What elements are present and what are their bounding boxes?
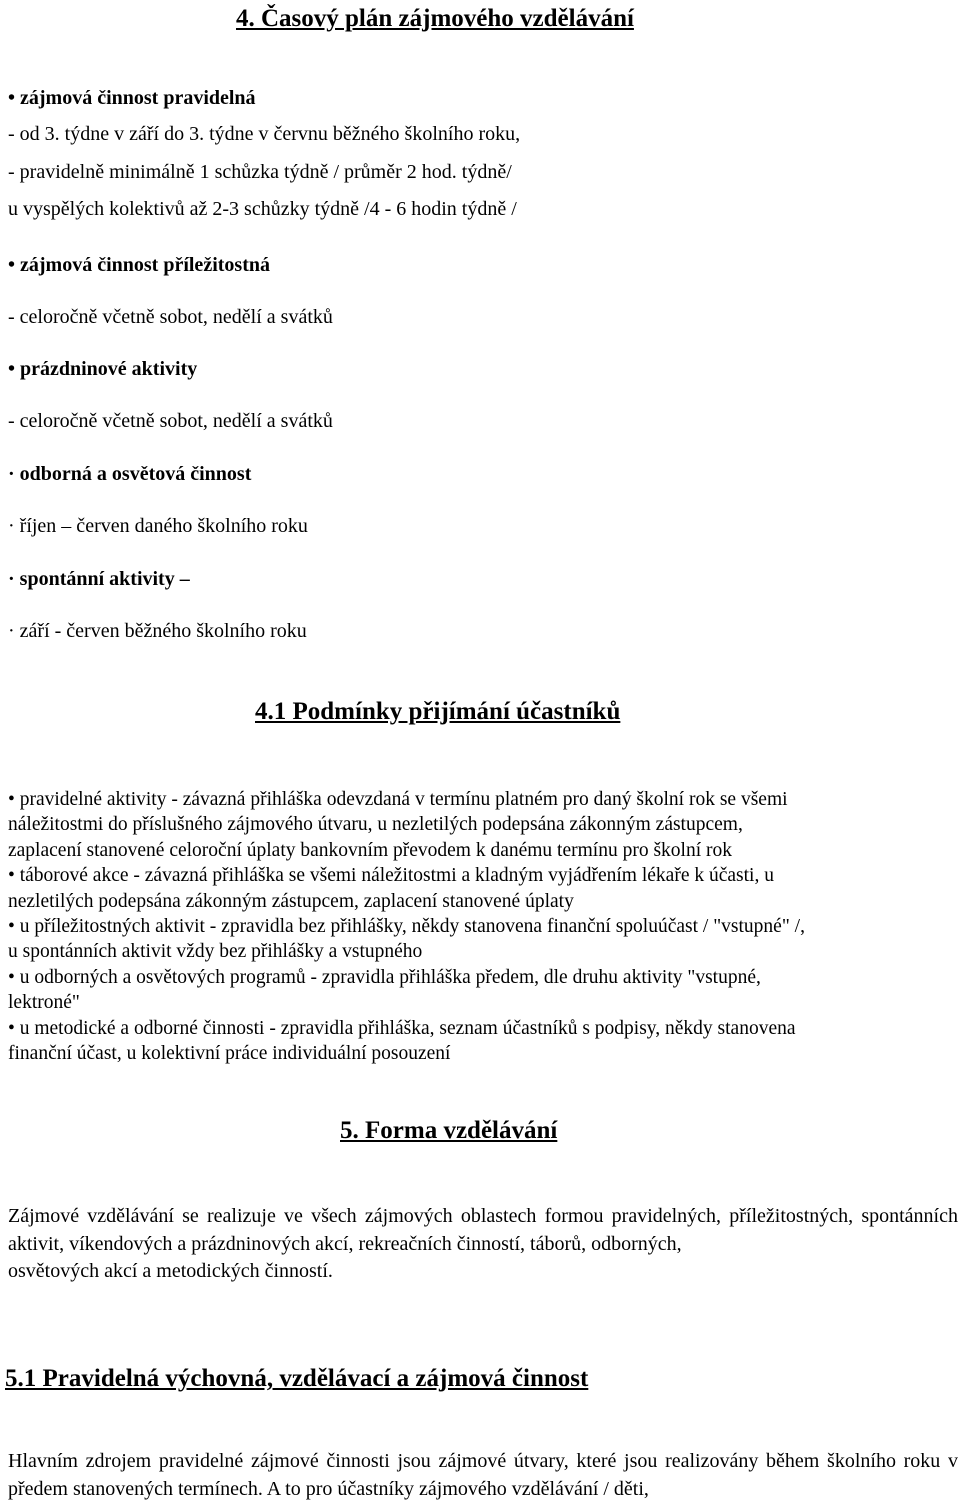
admission-line: finanční účast, u kolektivní práce individuální posouzení [8, 1043, 451, 1065]
schedule-item: • zájmová činnost příležitostná [8, 254, 270, 276]
schedule-item: - celoročně včetně sobot, nedělí a svátků [8, 306, 333, 328]
schedule-item: · odborná a osvětová činnost [8, 463, 252, 485]
admission-line: náležitostmi do příslušného zájmového útvaru, u nezletilých podepsána zákonným zástupcem, [8, 814, 743, 836]
section-51-heading: 5.1 Pravidelná výchovná, vzdělávací a zájmová činnost [5, 1365, 589, 1392]
section-5-paragraph [8, 1203, 958, 1286]
schedule-item: · říjen – červen daného školního roku [8, 515, 308, 537]
schedule-item: · září - červen běžného školního roku [8, 620, 307, 642]
schedule-item: - od 3. týdne v září do 3. týdne v červnu běžného školního roku, [8, 123, 521, 145]
schedule-item: • prázdninové aktivity [8, 358, 198, 380]
section-4-heading: 4. Časový plán zájmového vzdělávání [236, 5, 634, 32]
section-41-heading: 4.1 Podmínky přijímání účastníků [255, 698, 621, 725]
schedule-item: • zájmová činnost pravidelná [8, 87, 256, 109]
schedule-item: u vyspělých kolektivů až 2-3 schůzky týdně /4 - 6 hodin týdně / [8, 198, 517, 220]
section-5-text-last: osvětových akcí a metodických činností. [8, 1260, 333, 1282]
admission-conditions [8, 787, 958, 1066]
admission-line: zaplacení stanovené celoroční úplaty bankovním převodem k danému termínu pro školní rok [8, 839, 732, 861]
admission-line: • u příležitostných aktivit - zpravidla bez přihlášky, někdy stanovena finanční spoluúčast / "vstupné" /, [8, 916, 805, 938]
admission-line: • u metodické a odborné činnosti - zpravidla přihláška, seznam účastníků s podpisy, někdy stanovena [8, 1017, 796, 1039]
admission-line: • táborové akce - závazná přihláška se všemi náležitostmi a kladným vyjádřením lékaře k účasti, u [8, 865, 774, 887]
admission-line: • u odborných a osvětových programů - zpravidla přihláška předem, dle druhu aktivity "vstupné, [8, 966, 761, 988]
admission-line: • pravidelné aktivity - závazná přihláška odevzdaná v termínu platném pro daný školní rok se všemi [8, 789, 788, 810]
section-51-paragraph [8, 1448, 958, 1503]
schedule-item: - celoročně včetně sobot, nedělí a svátků [8, 410, 333, 432]
section-5-heading: 5. Forma vzdělávání [340, 1117, 558, 1144]
admission-line: u spontánních aktivit vždy bez přihlášky a vstupného [8, 941, 423, 963]
schedule-item: · spontánní aktivity – [8, 568, 190, 590]
section-5-text: Zájmové vzdělávání se realizuje ve všech zájmových oblastech formou pravidelných, příležitostných, spontánních aktivit, víkendových a prázdninových akcí, rekreačních činností, táborů, odborných, [8, 1205, 958, 1255]
section-51-text: Hlavním zdrojem pravidelné zájmové činnosti jsou zájmové útvary, které jsou realizovány během školního roku v předem stanovených termínech. A to pro účastníky zájmového vzdělávání / děti, [8, 1450, 958, 1500]
admission-line: nezletilých podepsána zákonným zástupcem, zaplacení stanovené úplaty [8, 890, 574, 912]
admission-line: lektroné" [8, 992, 80, 1014]
schedule-item: - pravidelně minimálně 1 schůzka týdně / průměr 2 hod. týdně/ [8, 161, 512, 183]
